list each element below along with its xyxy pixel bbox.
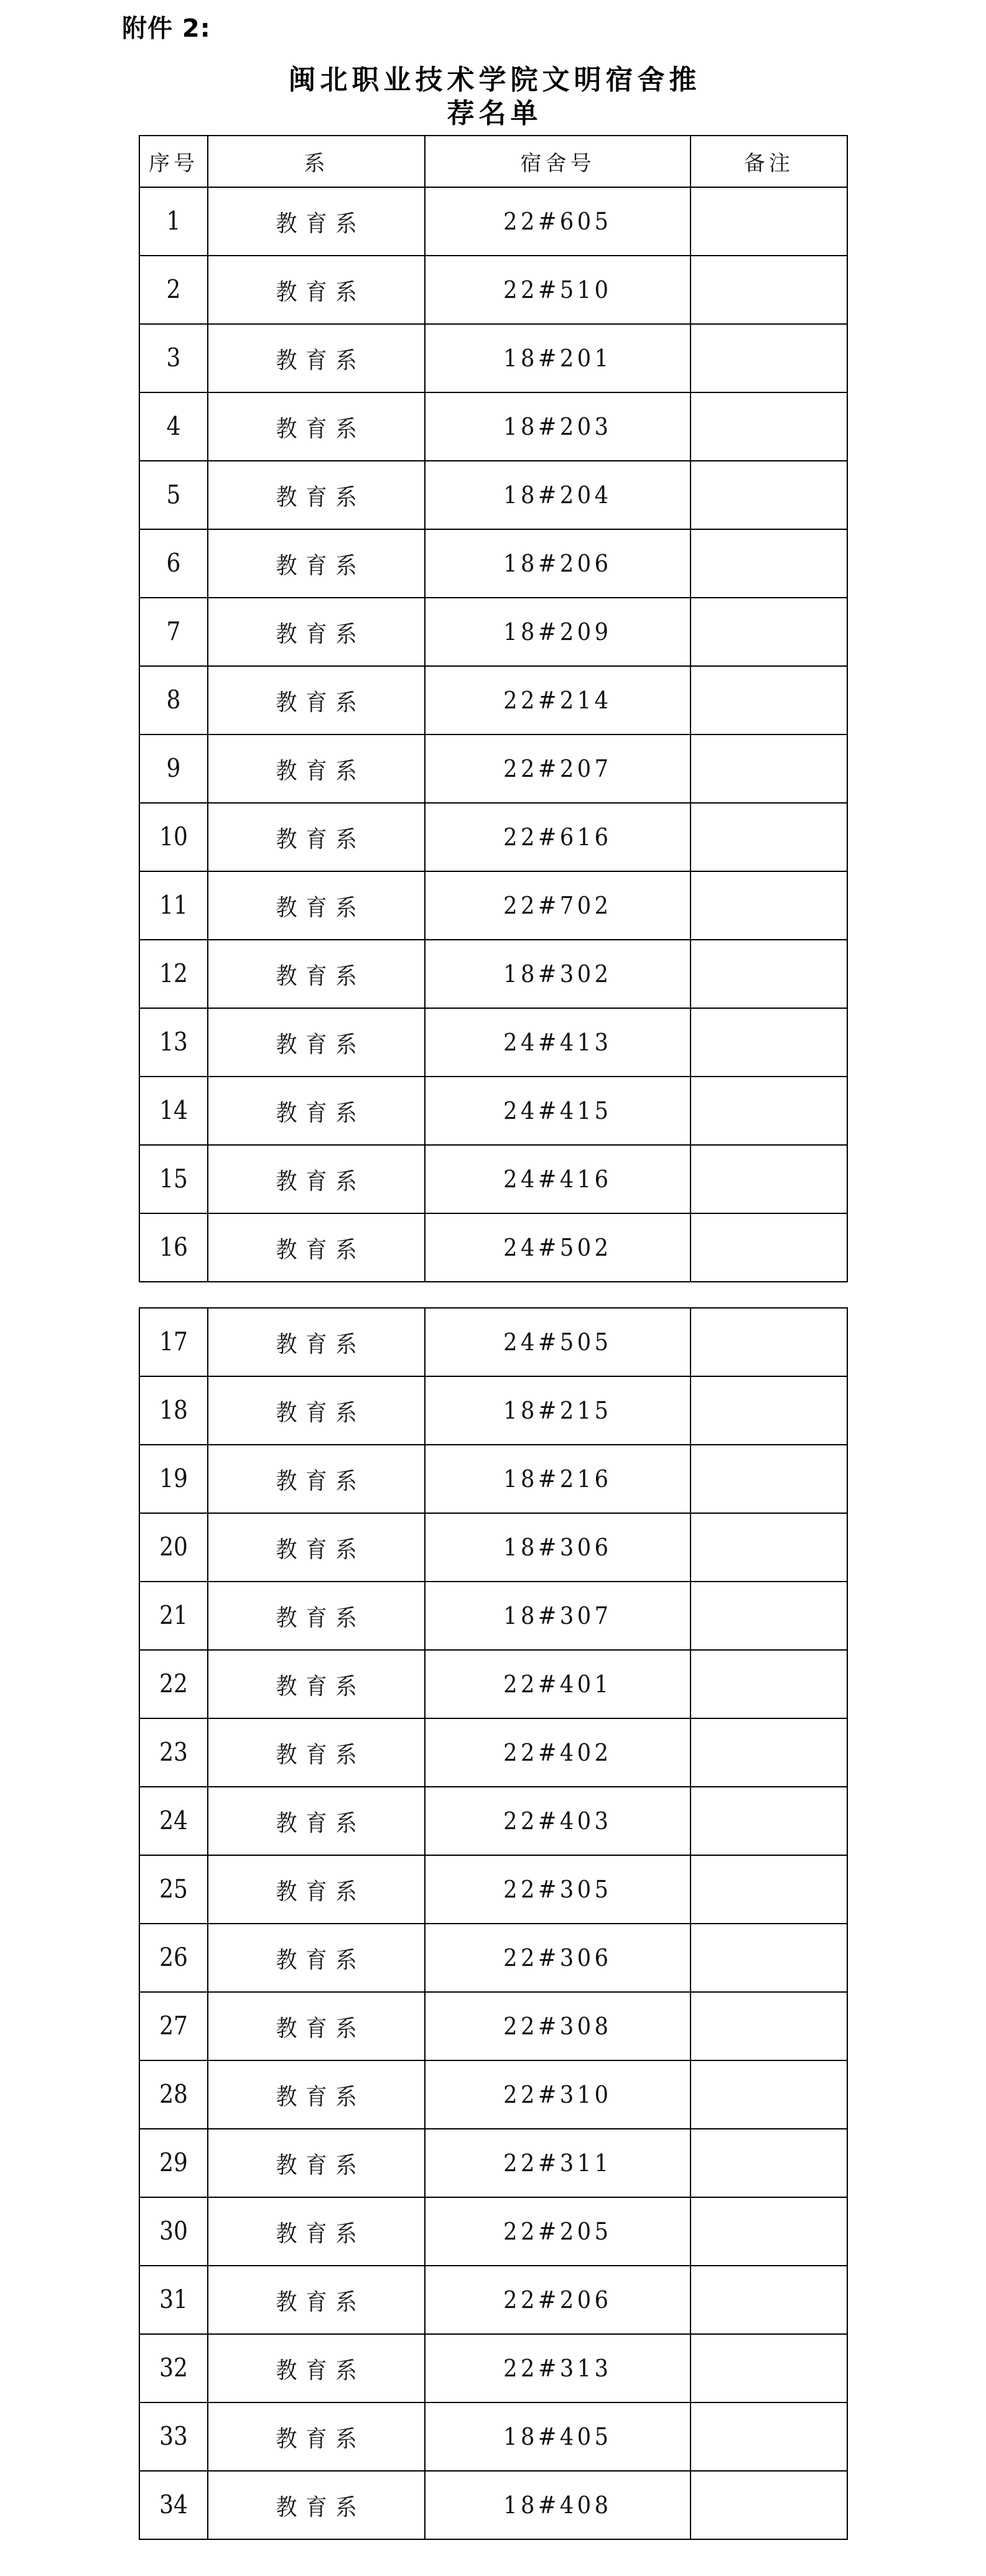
- dorm-cell: [425, 529, 691, 598]
- dorm-cell-text: 18#206: [503, 549, 612, 578]
- dorm-cell-text: 22#401: [503, 1670, 612, 1698]
- page-title: 闽北职业技术学院文明宿舍推荐名单: [288, 64, 701, 129]
- index-cell-text: 3: [166, 343, 181, 373]
- table-row: [139, 1992, 847, 2060]
- index-cell-text: 27: [159, 2011, 188, 2041]
- department-cell: [208, 1513, 425, 1582]
- dorm-cell-text: 22#214: [503, 686, 612, 715]
- remarks-cell: [691, 1924, 847, 1992]
- dorm-list-table-page-1: [139, 135, 848, 1282]
- department-cell: [208, 256, 425, 324]
- index-cell-text: 32: [159, 2353, 188, 2383]
- remarks-cell: [691, 1308, 847, 1376]
- dorm-cell-text: 22#702: [503, 891, 612, 920]
- dorm-cell: [425, 1992, 691, 2060]
- index-cell: [139, 2197, 208, 2266]
- department-cell: [208, 871, 425, 940]
- dorm-cell: [425, 1582, 691, 1650]
- department-cell-text: 教育系: [276, 1031, 366, 1059]
- remarks-cell: [691, 461, 847, 529]
- index-cell: [139, 1213, 208, 1282]
- department-cell: [208, 1582, 425, 1650]
- dorm-cell: [425, 598, 691, 666]
- dorm-cell-text: 18#408: [503, 2491, 612, 2519]
- dorm-cell-text: 22#403: [503, 1807, 612, 1835]
- remarks-cell: [691, 1855, 847, 1924]
- dorm-cell: [425, 1145, 691, 1213]
- dorm-cell: [425, 1308, 691, 1376]
- dorm-cell-text: 24#415: [503, 1096, 612, 1125]
- dorm-cell: [425, 1650, 691, 1718]
- index-cell-text: 24: [159, 1806, 188, 1836]
- dorm-cell-text: 22#207: [503, 754, 612, 783]
- dorm-cell-text: 24#502: [503, 1233, 612, 1262]
- table-body: [139, 187, 847, 1282]
- index-cell-text: 28: [159, 2080, 188, 2110]
- department-cell-text: 教育系: [276, 621, 366, 648]
- table-row: [139, 1582, 847, 1650]
- dorm-cell-text: 24#413: [503, 1028, 612, 1057]
- index-cell-text: 7: [166, 617, 181, 647]
- table-row: [139, 2402, 847, 2471]
- index-cell-text: 30: [159, 2217, 188, 2246]
- department-cell-text: 教育系: [276, 1168, 366, 1195]
- remarks-cell: [691, 1582, 847, 1650]
- dorm-cell: [425, 1855, 691, 1924]
- department-cell-text: 教育系: [276, 1947, 366, 1974]
- dorm-cell: [425, 2402, 691, 2471]
- remarks-cell: [691, 2266, 847, 2334]
- department-cell-text: 教育系: [276, 1399, 366, 1427]
- index-cell: [139, 529, 208, 598]
- table-row: [139, 2471, 847, 2539]
- remarks-cell: [691, 734, 847, 803]
- index-cell: [139, 461, 208, 529]
- index-cell-text: 18: [159, 1396, 188, 1425]
- dorm-cell: [425, 187, 691, 256]
- dorm-cell: [425, 734, 691, 803]
- index-cell: [139, 1376, 208, 1445]
- department-cell-text: 教育系: [276, 1673, 366, 1700]
- index-cell-text: 9: [166, 754, 181, 784]
- dorm-cell: [425, 2266, 691, 2334]
- index-cell-text: 26: [159, 1943, 188, 1973]
- dorm-cell: [425, 871, 691, 940]
- remarks-cell: [691, 529, 847, 598]
- department-cell-text: 教育系: [276, 1605, 366, 1632]
- dorm-cell-text: 18#306: [503, 1533, 612, 1562]
- department-cell: [208, 1855, 425, 1924]
- table-row: [139, 1376, 847, 1445]
- remarks-cell: [691, 1376, 847, 1445]
- department-cell: [208, 2334, 425, 2402]
- remarks-cell: [691, 1077, 847, 1145]
- department-cell: [208, 187, 425, 256]
- department-cell: [208, 1924, 425, 1992]
- table-header-row: [139, 136, 847, 187]
- dorm-cell-text: 18#201: [503, 344, 612, 373]
- department-cell-text: 教育系: [276, 1741, 366, 1769]
- dorm-cell: [425, 1008, 691, 1077]
- dorm-cell: [425, 940, 691, 1008]
- index-cell-text: 8: [166, 685, 181, 715]
- index-cell-text: 5: [166, 480, 181, 510]
- dorm-cell-text: 18#302: [503, 960, 612, 988]
- index-cell: [139, 1008, 208, 1077]
- dorm-cell-text: 22#605: [503, 207, 612, 236]
- index-cell: [139, 734, 208, 803]
- department-cell-text: 教育系: [276, 2357, 366, 2384]
- index-cell: [139, 2402, 208, 2471]
- dorm-cell: [425, 1445, 691, 1513]
- index-cell-text: 14: [159, 1096, 188, 1126]
- table-row: [139, 598, 847, 666]
- index-cell: [139, 803, 208, 871]
- index-cell-text: 19: [159, 1464, 188, 1494]
- dorm-cell: [425, 803, 691, 871]
- index-cell-text: 22: [159, 1669, 188, 1699]
- dorm-cell-text: 22#305: [503, 1875, 612, 1904]
- department-cell-text: 教育系: [276, 279, 366, 306]
- department-cell: [208, 1650, 425, 1718]
- index-cell: [139, 1445, 208, 1513]
- table-row: [139, 1650, 847, 1718]
- dorm-cell-text: 22#306: [503, 1944, 612, 1972]
- dorm-cell: [425, 2060, 691, 2129]
- dorm-cell: [425, 2471, 691, 2539]
- department-cell: [208, 2266, 425, 2334]
- index-cell: [139, 1787, 208, 1855]
- remarks-cell: [691, 1008, 847, 1077]
- index-cell: [139, 1077, 208, 1145]
- index-cell: [139, 1855, 208, 1924]
- index-cell-text: 29: [159, 2148, 188, 2178]
- dorm-cell-text: 22#205: [503, 2217, 612, 2246]
- table-row: [139, 1077, 847, 1145]
- index-cell: [139, 2334, 208, 2402]
- table-row: [139, 1513, 847, 1582]
- dorm-cell: [425, 1376, 691, 1445]
- index-cell: [139, 1145, 208, 1213]
- index-cell: [139, 1924, 208, 1992]
- department-cell: [208, 1213, 425, 1282]
- dorm-cell: [425, 392, 691, 461]
- header-department: 系: [208, 136, 425, 187]
- department-cell-text: 教育系: [276, 415, 366, 443]
- index-cell: [139, 1308, 208, 1376]
- department-cell-text: 教育系: [276, 484, 366, 511]
- department-cell: [208, 1376, 425, 1445]
- remarks-cell: [691, 1213, 847, 1282]
- index-cell: [139, 1582, 208, 1650]
- dorm-cell-text: 22#402: [503, 1738, 612, 1767]
- table-row: [139, 803, 847, 871]
- dorm-cell: [425, 1787, 691, 1855]
- dorm-cell-text: 18#405: [503, 2422, 612, 2451]
- department-cell: [208, 1145, 425, 1213]
- index-cell-text: 34: [159, 2490, 188, 2520]
- department-cell-text: 教育系: [276, 1878, 366, 1906]
- index-cell-text: 33: [159, 2422, 188, 2452]
- department-cell-text: 教育系: [276, 2494, 366, 2521]
- department-cell-text: 教育系: [276, 826, 366, 853]
- index-cell: [139, 256, 208, 324]
- dorm-cell: [425, 1213, 691, 1282]
- index-cell-text: 13: [159, 1027, 188, 1057]
- table-row: [139, 666, 847, 734]
- table-row: [139, 392, 847, 461]
- remarks-cell: [691, 940, 847, 1008]
- index-cell-text: 21: [159, 1601, 188, 1631]
- table-row: [139, 1213, 847, 1282]
- department-cell: [208, 1445, 425, 1513]
- index-cell-text: 10: [159, 822, 188, 852]
- index-cell-text: 31: [159, 2285, 188, 2315]
- dorm-cell: [425, 666, 691, 734]
- remarks-cell: [691, 1650, 847, 1718]
- department-cell-text: 教育系: [276, 758, 366, 785]
- dorm-cell: [425, 2197, 691, 2266]
- index-cell-text: 16: [159, 1233, 188, 1263]
- index-cell-text: 6: [166, 549, 181, 578]
- table-row: [139, 1145, 847, 1213]
- index-cell: [139, 2129, 208, 2197]
- department-cell: [208, 1308, 425, 1376]
- index-cell-text: 12: [159, 959, 188, 989]
- index-cell: [139, 2060, 208, 2129]
- remarks-cell: [691, 2060, 847, 2129]
- table-row: [139, 529, 847, 598]
- dorm-cell-text: 22#311: [503, 2149, 612, 2177]
- index-cell: [139, 1718, 208, 1787]
- dorm-cell-text: 18#216: [503, 1465, 612, 1493]
- header-dorm: 宿舍号: [425, 136, 691, 187]
- remarks-cell: [691, 666, 847, 734]
- department-cell: [208, 1992, 425, 2060]
- department-cell-text: 教育系: [276, 963, 366, 990]
- department-cell: [208, 2402, 425, 2471]
- table-row: [139, 940, 847, 1008]
- department-cell: [208, 734, 425, 803]
- remarks-cell: [691, 324, 847, 392]
- department-cell: [208, 324, 425, 392]
- department-cell: [208, 2060, 425, 2129]
- department-cell-text: 教育系: [276, 2425, 366, 2453]
- remarks-cell: [691, 2471, 847, 2539]
- department-cell: [208, 1008, 425, 1077]
- dorm-cell: [425, 1718, 691, 1787]
- remarks-cell: [691, 256, 847, 324]
- dorm-cell-text: 18#215: [503, 1396, 612, 1425]
- dorm-cell-text: 22#510: [503, 276, 612, 304]
- dorm-cell: [425, 1924, 691, 1992]
- remarks-cell: [691, 871, 847, 940]
- dorm-cell: [425, 2129, 691, 2197]
- table-row: [139, 461, 847, 529]
- remarks-cell: [691, 187, 847, 256]
- index-cell-text: 17: [159, 1327, 188, 1357]
- department-cell-text: 教育系: [276, 1331, 366, 1358]
- department-cell-text: 教育系: [276, 2152, 366, 2179]
- remarks-cell: [691, 1445, 847, 1513]
- dorm-cell: [425, 461, 691, 529]
- table-row: [139, 1924, 847, 1992]
- table-body: [139, 1308, 847, 2539]
- index-cell: [139, 187, 208, 256]
- index-cell-text: 11: [159, 891, 188, 920]
- dorm-cell-text: 22#206: [503, 2286, 612, 2314]
- table-row: [139, 1445, 847, 1513]
- department-cell: [208, 2471, 425, 2539]
- table-row: [139, 2334, 847, 2402]
- table-row: [139, 1787, 847, 1855]
- department-cell-text: 教育系: [276, 1100, 366, 1127]
- dorm-cell: [425, 1513, 691, 1582]
- department-cell-text: 教育系: [276, 1468, 366, 1495]
- dorm-cell: [425, 324, 691, 392]
- index-cell: [139, 871, 208, 940]
- index-cell: [139, 1992, 208, 2060]
- remarks-cell: [691, 1513, 847, 1582]
- attachment-label: 附件 2:: [122, 14, 211, 43]
- department-cell: [208, 666, 425, 734]
- table-row: [139, 871, 847, 940]
- table-row: [139, 187, 847, 256]
- table-row: [139, 2129, 847, 2197]
- table-row: [139, 2266, 847, 2334]
- dorm-cell-text: 22#616: [503, 823, 612, 851]
- dorm-cell: [425, 2334, 691, 2402]
- index-cell-text: 15: [159, 1164, 188, 1194]
- department-cell-text: 教育系: [276, 2083, 366, 2111]
- department-cell-text: 教育系: [276, 2220, 366, 2248]
- department-cell-text: 教育系: [276, 894, 366, 922]
- department-cell-text: 教育系: [276, 2015, 366, 2042]
- index-cell: [139, 2471, 208, 2539]
- department-cell-text: 教育系: [276, 1236, 366, 1264]
- remarks-cell: [691, 2197, 847, 2266]
- index-cell: [139, 392, 208, 461]
- dorm-cell-text: 22#308: [503, 2012, 612, 2041]
- remarks-cell: [691, 1145, 847, 1213]
- department-cell-text: 教育系: [276, 1536, 366, 1564]
- dorm-list-table-page-2: [139, 1307, 848, 2540]
- remarks-cell: [691, 1787, 847, 1855]
- index-cell: [139, 598, 208, 666]
- index-cell: [139, 2266, 208, 2334]
- department-cell: [208, 598, 425, 666]
- index-cell-text: 4: [166, 412, 181, 442]
- table-row: [139, 1855, 847, 1924]
- index-cell: [139, 1650, 208, 1718]
- department-cell: [208, 1787, 425, 1855]
- dorm-cell-text: 22#310: [503, 2080, 612, 2109]
- remarks-cell: [691, 1992, 847, 2060]
- department-cell: [208, 940, 425, 1008]
- index-cell-text: 20: [159, 1532, 188, 1562]
- table-row: [139, 324, 847, 392]
- table-row: [139, 1308, 847, 1376]
- table-row: [139, 2197, 847, 2266]
- department-cell: [208, 529, 425, 598]
- table-row: [139, 1718, 847, 1787]
- department-cell: [208, 461, 425, 529]
- dorm-cell: [425, 1077, 691, 1145]
- remarks-cell: [691, 598, 847, 666]
- dorm-cell-text: 18#204: [503, 481, 612, 509]
- department-cell-text: 教育系: [276, 1810, 366, 1837]
- dorm-cell-text: 18#203: [503, 412, 612, 441]
- department-cell-text: 教育系: [276, 347, 366, 374]
- index-cell-text: 2: [166, 275, 181, 305]
- department-cell: [208, 2129, 425, 2197]
- department-cell: [208, 1077, 425, 1145]
- index-cell-text: 1: [166, 206, 181, 236]
- dorm-cell-text: 18#307: [503, 1601, 612, 1630]
- remarks-cell: [691, 392, 847, 461]
- table-row: [139, 1008, 847, 1077]
- header-index: 序号: [139, 136, 208, 187]
- department-cell: [208, 2197, 425, 2266]
- index-cell-text: 23: [159, 1738, 188, 1768]
- table-row: [139, 2060, 847, 2129]
- header-remarks: 备注: [691, 136, 847, 187]
- index-cell: [139, 666, 208, 734]
- index-cell: [139, 940, 208, 1008]
- department-cell-text: 教育系: [276, 2289, 366, 2316]
- dorm-cell-text: 18#209: [503, 618, 612, 646]
- remarks-cell: [691, 2402, 847, 2471]
- department-cell-text: 教育系: [276, 552, 366, 580]
- department-cell: [208, 392, 425, 461]
- department-cell: [208, 803, 425, 871]
- index-cell: [139, 1513, 208, 1582]
- remarks-cell: [691, 2334, 847, 2402]
- remarks-cell: [691, 803, 847, 871]
- dorm-cell: [425, 256, 691, 324]
- remarks-cell: [691, 1718, 847, 1787]
- department-cell-text: 教育系: [276, 210, 366, 238]
- table-row: [139, 734, 847, 803]
- index-cell: [139, 324, 208, 392]
- dorm-cell-text: 24#416: [503, 1165, 612, 1193]
- dorm-cell-text: 22#313: [503, 2354, 612, 2383]
- department-cell: [208, 1718, 425, 1787]
- remarks-cell: [691, 2129, 847, 2197]
- department-cell-text: 教育系: [276, 689, 366, 716]
- dorm-cell-text: 24#505: [503, 1328, 612, 1356]
- index-cell-text: 25: [159, 1874, 188, 1904]
- table-row: [139, 256, 847, 324]
